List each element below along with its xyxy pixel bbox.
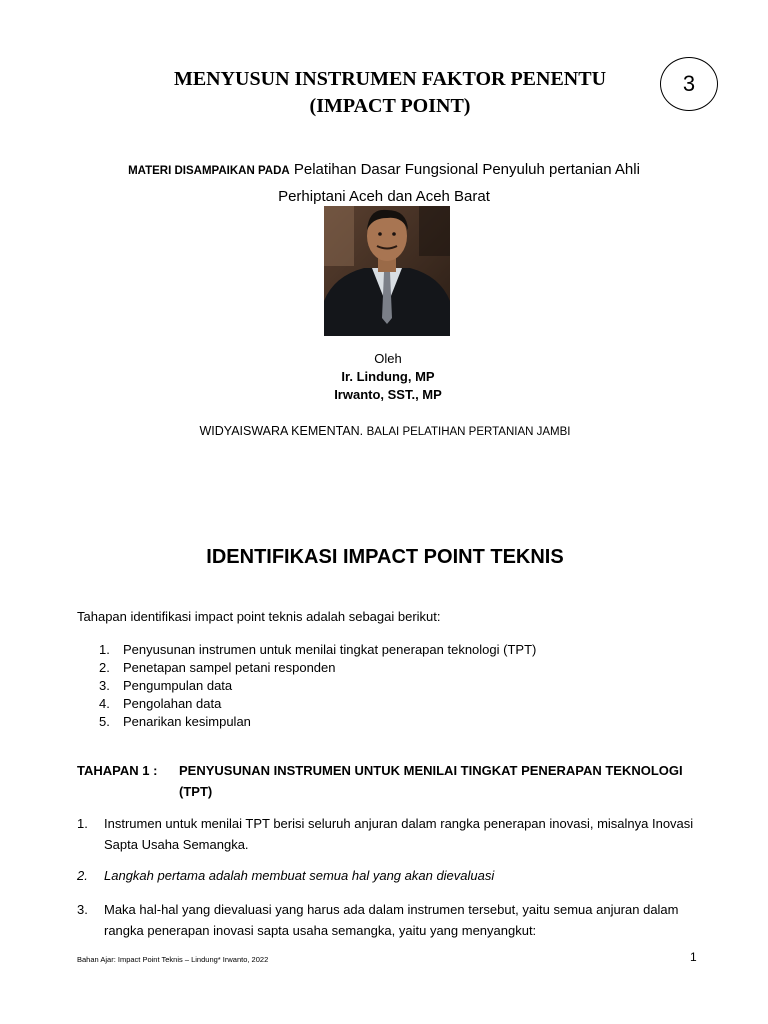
title-line-2: (IMPACT POINT)	[309, 95, 471, 117]
page-footer: Bahan Ajar: Impact Point Teknis – Lindung* Irwanto, 2022	[77, 955, 269, 964]
materi-prefix: MATERI DISAMPAIKAN PADA	[128, 165, 290, 177]
list-item: 3. Pengumpulan data	[99, 678, 233, 693]
oleh-label: Oleh	[374, 351, 402, 366]
chapter-number-badge	[660, 57, 718, 111]
author-photo	[324, 206, 450, 336]
authors-block	[200, 350, 576, 404]
steps-list	[77, 641, 536, 731]
list-item: 5. Penarikan kesimpulan	[99, 714, 251, 729]
institution-line	[100, 424, 670, 438]
paragraph-1: 1. Instrumen untuk menilai TPT berisi seluruh anjuran dalam rangka penerapan inovasi, misalnya Inovasi Sapta Usaha Semangka.	[77, 816, 694, 852]
document-title	[100, 66, 680, 120]
list-item: 1. Penyusunan instrumen untuk menilai tingkat penerapan teknologi (TPT)	[99, 642, 537, 657]
materi-line1: Pelatihan Dasar Fungsional Penyuluh pertanian Ahli	[293, 161, 640, 178]
paragraph-3: 3. Maka hal-hal yang dievaluasi yang harus ada dalam instrumen tersebut, yaitu semua anjuran dalam rangka penerapan inovasi sapta usaha semangka, yaitu yang menyangkut:	[77, 902, 679, 938]
title-line-1: MENYUSUN INSTRUMEN FAKTOR PENENTU	[173, 68, 607, 90]
tahapan-title: PENYUSUNAN INSTRUMEN UNTUK MENILAI TINGKAT PENERAPAN TEKNOLOGI (TPT)	[179, 763, 683, 799]
list-item: 2. Penetapan sampel petani responden	[99, 660, 336, 675]
tahapan-label: TAHAPAN 1 :	[77, 763, 158, 778]
materi-block	[80, 157, 688, 209]
page-number: 1	[690, 950, 697, 964]
institution-part-1: WIDYAISWARA KEMENTAN.	[199, 424, 364, 438]
institution-part-2: BALAI PELATIHAN PERTANIAN JAMBI	[366, 426, 571, 438]
section-intro: Tahapan identifikasi impact point teknis adalah sebagai berikut:	[77, 609, 441, 624]
section-heading: IDENTIFIKASI IMPACT POINT TEKNIS	[206, 546, 564, 568]
paragraph-2: 2. Langkah pertama adalah membuat semua hal yang akan dievaluasi	[77, 868, 495, 883]
chapter-number: 3	[682, 71, 696, 96]
author-1: Ir. Lindung, MP	[341, 369, 435, 384]
author-2: Irwanto, SST., MP	[334, 387, 442, 402]
materi-line2: Perhiptani Aceh dan Aceh Barat	[278, 188, 490, 205]
list-item: 4. Pengolahan data	[99, 696, 222, 711]
